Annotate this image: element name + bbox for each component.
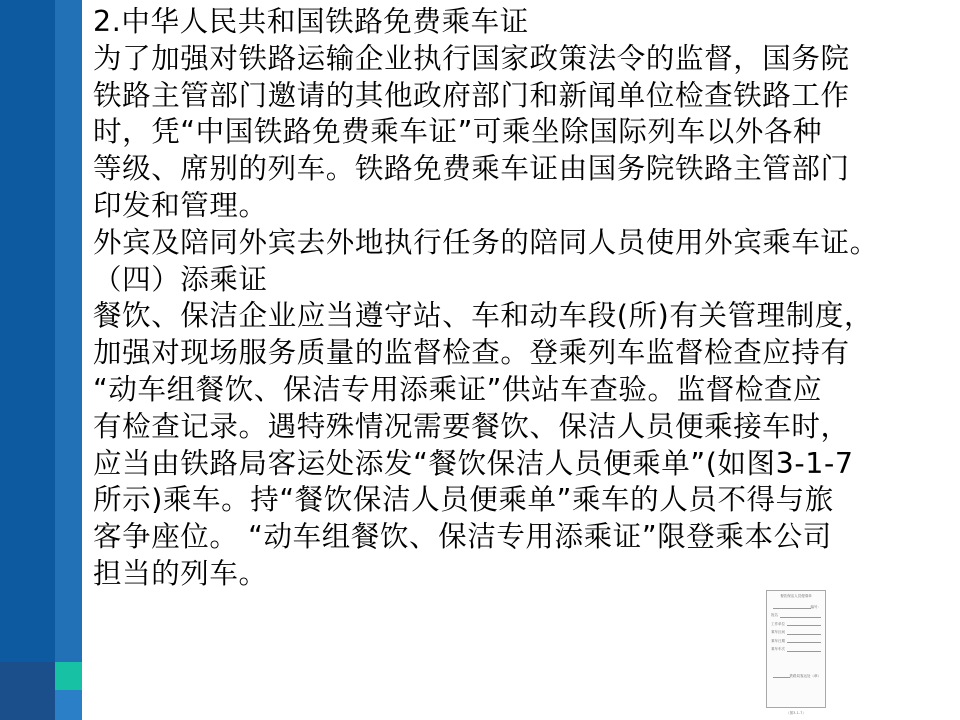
figure-field-row: 乘车车次	[771, 647, 821, 652]
paragraph-line: 所示)乘车。持“餐饮保洁人员便乘单”乘车的人员不得与旅	[93, 483, 834, 517]
figure-field-row: 乘车日期	[771, 639, 821, 644]
paragraph-line: 等级、席别的列车。铁路免费乘车证由国务院铁路主管部门	[93, 152, 850, 186]
paragraph-line: 客争座位。 “动车组餐饮、保洁专用添乘证”限登乘本公司	[93, 520, 832, 554]
figure-caption: （图3-1-7）	[786, 710, 806, 715]
band-block-dark	[0, 662, 55, 720]
slide-text-body	[93, 4, 953, 593]
paragraph-line: 餐饮、保洁企业应当遵守站、车和动车段(所)有关管理制度，	[93, 299, 874, 333]
band-stripe-mid	[55, 0, 82, 720]
paragraph-line: 时，凭“中国铁路免费乘车证”可乘坐除国际列车以外各种	[93, 115, 823, 149]
paragraph-line: 外宾及陪同外宾去外地执行任务的陪同人员使用外宾乘车证。	[93, 225, 879, 259]
heading-boarding-pass: （四）添乘证	[93, 262, 268, 296]
band-block-blue	[55, 690, 82, 720]
figure-field-row: 姓名	[771, 613, 821, 618]
band-block-teal	[55, 662, 82, 690]
paragraph-line: 有检查记录。遇特殊情况需要餐饮、保洁人员便乘接车时，	[93, 409, 850, 443]
paragraph-line: 印发和管理。	[93, 188, 268, 222]
paragraph-line: 应当由铁路局客运处添发“餐饮保洁人员便乘单”(如图3-1-7	[93, 446, 854, 480]
band-stripe-dark	[0, 0, 55, 720]
figure-footer-row: 铁路局客运处（章）	[771, 674, 821, 679]
figure-boarding-slip-thumbnail	[766, 590, 826, 715]
paragraph-line: 加强对现场服务质量的监督检查。登乘列车监督检查应持有	[93, 336, 850, 370]
left-decorative-band	[0, 0, 82, 720]
paragraph-line: 铁路主管部门邀请的其他政府部门和新闻单位检查铁路工作	[93, 78, 850, 112]
heading-free-pass: 2.中华人民共和国铁路免费乘车证	[93, 5, 529, 38]
figure-field-row: 工作单位	[771, 622, 821, 627]
figure-field-row: 乘车区间	[771, 630, 821, 635]
figure-number-row: 编号：	[771, 605, 821, 610]
paragraph-line: 为了加强对铁路运输企业执行国家政策法令的监督，国务院	[93, 41, 850, 75]
paragraph-line: 担当的列车。	[93, 556, 268, 590]
figure-title: 餐饮保洁人员便乘单	[780, 594, 812, 598]
paragraph-line: “动车组餐饮、保洁专用添乘证”供站车查验。监督检查应	[93, 372, 823, 406]
